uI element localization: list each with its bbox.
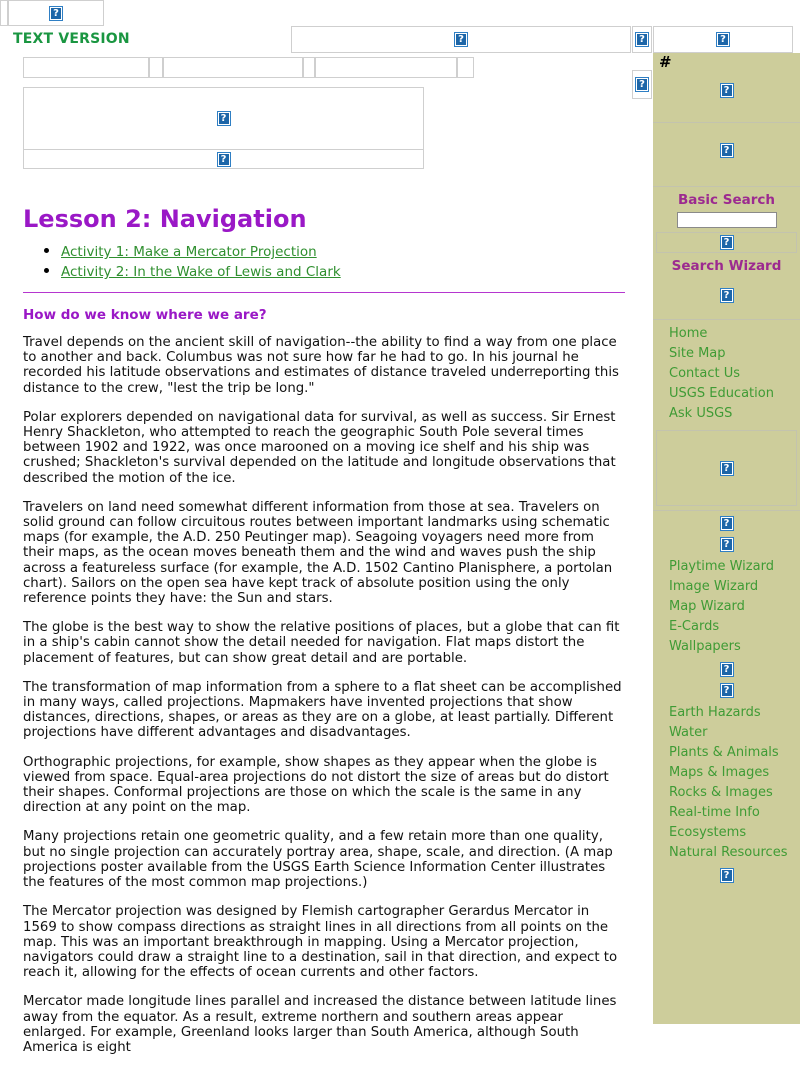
page-title: Lesson 2: Navigation xyxy=(23,205,307,233)
broken-image-icon xyxy=(217,111,231,126)
sidebar-divider xyxy=(653,122,800,123)
right-sidebar xyxy=(653,53,800,1024)
logo-spacer-cell xyxy=(0,0,8,26)
lesson-illustration-caption xyxy=(23,149,424,169)
sidebar-item-home[interactable]: Home xyxy=(669,326,708,341)
body-paragraph: The Mercator projection was designed by Flemish cartographer Gerardus Mercator in 1569 to show compass directions as straight lines in all directions from all points on the map. This was an important breakthrough in mapping. Using a Mercator projection, navigators could draw a straight line to a destination, sail in that direction, and expect to reach it, allowing for the effects of ocean currents and other factors. xyxy=(23,904,618,981)
site-logo-strip xyxy=(0,0,104,26)
basic-search-heading: Basic Search xyxy=(677,192,776,208)
nav-cell[interactable] xyxy=(315,57,457,78)
broken-image-icon xyxy=(720,143,734,158)
broken-image-icon xyxy=(720,288,734,303)
lesson-illustration xyxy=(23,87,424,150)
sidebar-divider xyxy=(653,319,800,320)
nav-cell[interactable] xyxy=(23,57,149,78)
sidebar-item-site-map[interactable]: Site Map xyxy=(669,346,726,361)
basic-search-input[interactable] xyxy=(677,212,777,228)
anchor-marker: # xyxy=(659,53,672,71)
body-paragraph: Orthographic projections, for example, show shapes as they appear when the globe is viewed from space. Equal-area projections do not distort the size of areas but do distort their shapes. Conformal projections are those on which the scale is the same in any direction at any point on the map. xyxy=(23,754,609,816)
main-content xyxy=(23,205,626,1069)
sidebar-item-rocks-images[interactable]: Rocks & Images xyxy=(669,785,773,800)
sidebar-item-natural-resources[interactable]: Natural Resources xyxy=(669,845,788,860)
sidebar-divider xyxy=(653,186,800,187)
sidebar-item-ask-usgs[interactable]: Ask USGS xyxy=(669,406,733,421)
body-paragraph: The transformation of map information from a sphere to a flat sheet can be accomplished in many ways, called projections. Mapmakers have invented projections that show distances, directions, shapes, or areas as they are on a globe, at least partially. Different projections have different advantages and disadvantages. xyxy=(23,679,622,741)
body-paragraph: Travelers on land need somewhat different information from those at sea. Travelers on solid ground can follow circuitous routes between important landmarks using schematic maps (for example, the A.D. 250 Peutinger map). Seagoing voyagers need more from their maps, as the ocean moves beneath them and the wind and waves push the ship across a featureless surface (for example, the A.D. 1502 Cantino Planisphere, a portolan chart). Sailors on the open sea have kept track of absolute position using the only reference points they have: the Sun and stars. xyxy=(23,499,613,607)
header-banner-right[interactable] xyxy=(653,26,793,53)
sidebar-mid-image-1[interactable] xyxy=(653,659,800,680)
body-paragraph: The globe is the best way to show the relative positions of places, but a globe that can fit in a ship's cabin cannot show the detail needed for navigation. Flat maps distort the placement of features, but can show great detail and are portable. xyxy=(23,620,620,666)
sidebar-item-plants-animals[interactable]: Plants & Animals xyxy=(669,745,779,760)
broken-image-icon xyxy=(635,32,649,47)
broken-image-icon xyxy=(720,83,734,98)
sidebar-item-ecosystems[interactable]: Ecosystems xyxy=(669,825,747,840)
activity-list xyxy=(23,241,626,280)
sidebar-item-maps-images[interactable]: Maps & Images xyxy=(669,765,770,780)
sidebar-item-map-wizard[interactable]: Map Wizard xyxy=(669,599,745,614)
search-wizard-heading: Search Wizard xyxy=(671,258,782,274)
body-paragraph: Mercator made longitude lines parallel and increased the distance between latitude lines away from the equator. As a result, extreme northern and southern areas appear enlarged. For example, Greenland looks larger than South America, although South America is eight xyxy=(23,994,617,1055)
body-paragraph: Many projections retain one geometric quality, and a few retain more than one quality, but no single projection can accurately portray area, shape, scale, and direction. (A map projections poster available from the USGS Earth Science Information Center illustrates the features of the most common map projections.) xyxy=(23,829,613,891)
sidebar-divider xyxy=(653,510,800,511)
sidebar-item-image-wizard[interactable]: Image Wizard xyxy=(669,579,759,594)
nav-button-row xyxy=(23,57,474,78)
sidebar-primary-links xyxy=(653,322,800,426)
sidebar-second-image[interactable] xyxy=(653,125,800,184)
body-paragraph: Polar explorers depended on navigational data for survival, as well as success. Sir Ernest Henry Shackleton, who attempted to reach the geographic South Pole several times between 1902 and 1922, was once marooned on a moving ice shelf and his ship was crushed; Shackleton's survival depended on the latitude and longitude observations that described the motion of the ice. xyxy=(23,409,616,486)
nav-cell[interactable] xyxy=(163,57,303,78)
broken-image-icon xyxy=(217,152,231,167)
broken-image-icon xyxy=(454,32,468,47)
sidebar-topic-links xyxy=(653,701,800,865)
body-paragraph: Travel depends on the ancient skill of navigation--the ability to find a way from one place to another and back. Columbus was not sure how far he had to go. In his journal he recorded his latitude observations and estimates of distance traveled underreporting this distance to the crew, "lest the trip be long." xyxy=(23,335,619,396)
sidebar-item-usgs-education[interactable]: USGS Education xyxy=(669,386,774,401)
header-banner-left-small[interactable] xyxy=(632,70,652,99)
sidebar-divider-image-2[interactable] xyxy=(653,534,800,555)
section-divider xyxy=(23,292,625,293)
basic-search-go-button[interactable] xyxy=(656,232,797,253)
sidebar-mid-image-2[interactable] xyxy=(653,680,800,701)
sidebar-item-playtime-wizard[interactable]: Playtime Wizard xyxy=(669,559,774,574)
sidebar-item-water[interactable]: Water xyxy=(669,725,708,740)
broken-image-icon xyxy=(720,516,734,531)
nav-cell[interactable] xyxy=(457,57,474,78)
header-banner-wide[interactable] xyxy=(291,26,631,53)
search-wizard-image[interactable] xyxy=(653,276,800,317)
sidebar-item-earth-hazards[interactable]: Earth Hazards xyxy=(669,705,761,720)
sidebar-item-e-cards[interactable]: E-Cards xyxy=(669,619,720,634)
sidebar-item-real-time-info[interactable]: Real-time Info xyxy=(669,805,760,820)
broken-image-icon xyxy=(49,6,63,21)
list-item xyxy=(61,261,626,280)
logo-cell[interactable] xyxy=(8,0,104,26)
broken-image-icon xyxy=(635,77,649,92)
sidebar-item-contact-us[interactable]: Contact Us xyxy=(669,366,740,381)
nav-cell[interactable] xyxy=(149,57,163,78)
sidebar-top-image[interactable] xyxy=(653,69,800,120)
sidebar-wizard-links xyxy=(653,555,800,659)
sidebar-feature-panel[interactable] xyxy=(656,430,797,506)
nav-cell[interactable] xyxy=(303,57,315,78)
activity-2-link[interactable]: Activity 2: In the Wake of Lewis and Clark xyxy=(61,264,341,280)
activity-1-link[interactable]: Activity 1: Make a Mercator Projection xyxy=(61,244,317,260)
section-heading: How do we know where we are? xyxy=(23,307,267,323)
text-version-link[interactable]: TEXT VERSION xyxy=(13,31,130,47)
broken-image-icon xyxy=(720,662,734,677)
broken-image-icon xyxy=(720,537,734,552)
sidebar-bottom-image[interactable] xyxy=(653,865,800,886)
broken-image-icon xyxy=(720,868,734,883)
header-banner-square[interactable] xyxy=(632,26,652,53)
sidebar-item-wallpapers[interactable]: Wallpapers xyxy=(669,639,741,654)
sidebar-divider-image-1[interactable] xyxy=(653,513,800,534)
broken-image-icon xyxy=(720,235,734,250)
list-item xyxy=(61,241,626,260)
broken-image-icon xyxy=(716,32,730,47)
broken-image-icon xyxy=(720,461,734,476)
broken-image-icon xyxy=(720,683,734,698)
